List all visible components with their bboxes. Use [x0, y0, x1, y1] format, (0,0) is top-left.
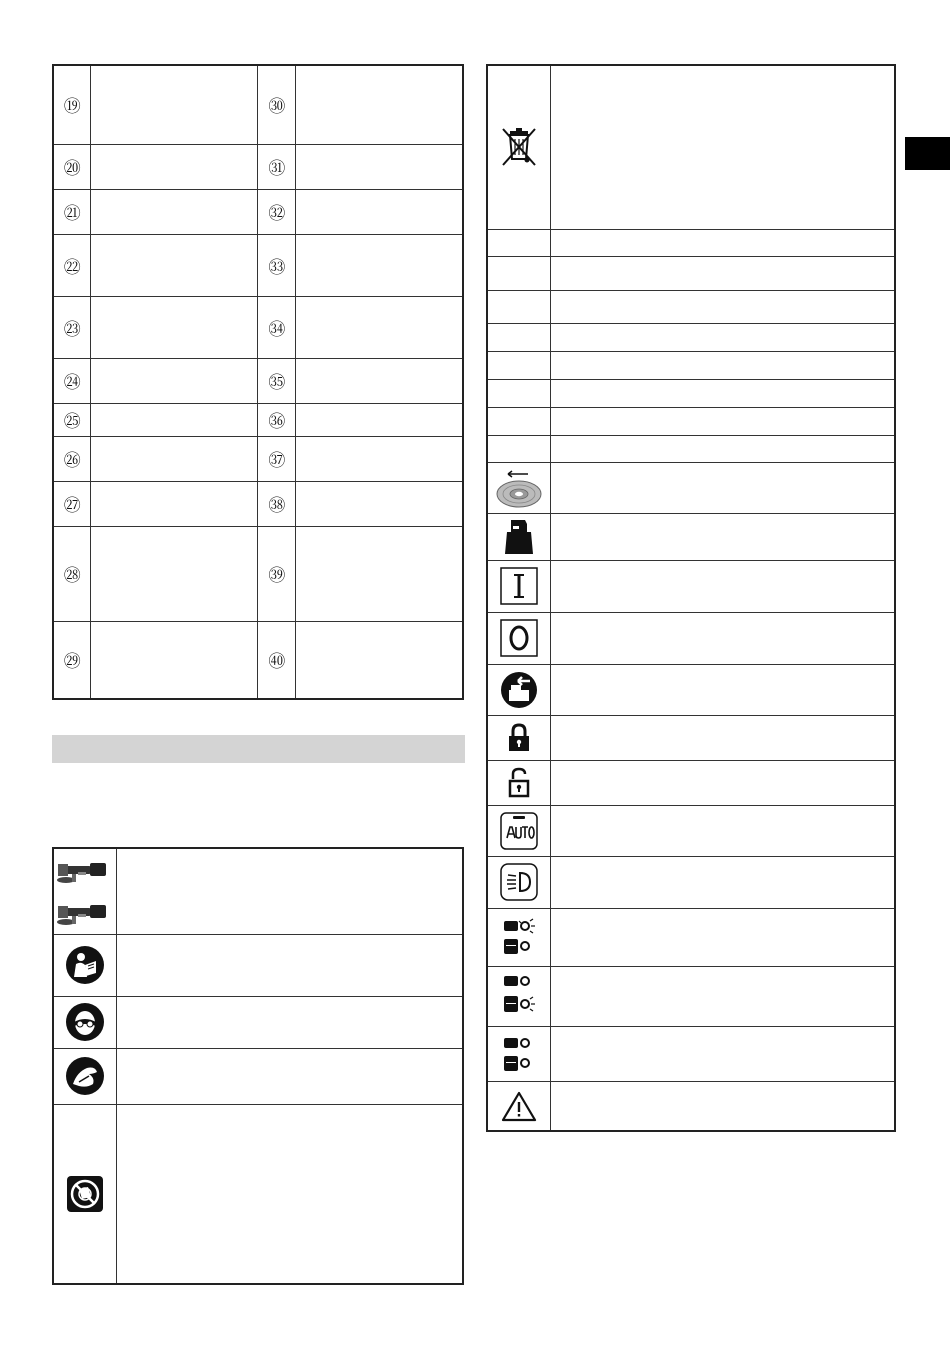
part-description: [91, 481, 258, 526]
table-row: [487, 513, 895, 560]
part-number: ㉑: [53, 189, 91, 234]
table-row: [487, 612, 895, 664]
symbol-description: [551, 560, 895, 612]
wear-gloves-icon: [53, 1048, 117, 1104]
symbol-description: [551, 856, 895, 908]
part-description: [91, 65, 258, 144]
table-row: [487, 715, 895, 760]
no-paper-disc-icon: [53, 1104, 117, 1284]
part-number: ㊳: [258, 481, 296, 526]
table-row: [487, 560, 895, 612]
battery-removal-icon: [487, 664, 551, 715]
angle-grinder-icon: [53, 848, 117, 934]
part-description: [296, 144, 463, 189]
part-description: [91, 526, 258, 621]
table-row: [487, 1026, 895, 1081]
table-row: [53, 934, 463, 996]
symbol-description: [551, 290, 895, 323]
symbol-description: [551, 323, 895, 351]
table-row: [53, 848, 463, 934]
table-row: [53, 621, 463, 699]
symbol-description: [117, 996, 463, 1048]
light-blink-indicator-icon: [487, 966, 551, 1026]
symbol-description: [117, 1048, 463, 1104]
rotation-direction-disc-icon: [487, 462, 551, 513]
symbol-cell: [487, 379, 551, 407]
table-row: [487, 351, 895, 379]
warning-triangle-icon: [487, 1081, 551, 1131]
table-row: [53, 234, 463, 296]
table-row: [487, 664, 895, 715]
part-description: [296, 234, 463, 296]
part-number: ⑲: [53, 65, 91, 144]
symbol-description: [117, 848, 463, 934]
part-description: [296, 189, 463, 234]
part-number: ㉙: [53, 621, 91, 699]
symbol-description: [551, 462, 895, 513]
part-number: ㊱: [258, 403, 296, 436]
table-row: [487, 256, 895, 290]
symbol-description: [551, 908, 895, 966]
part-description: [296, 621, 463, 699]
table-row: [487, 435, 895, 462]
table-row: [487, 805, 895, 856]
part-description: [296, 358, 463, 403]
part-number: ㉔: [53, 358, 91, 403]
table-row: [53, 1104, 463, 1284]
part-number: ㉗: [53, 481, 91, 526]
switch-on-icon: [487, 560, 551, 612]
wear-eye-protection-icon: [53, 996, 117, 1048]
part-number: ㉛: [258, 144, 296, 189]
table-row: [53, 189, 463, 234]
symbol-description: [551, 1081, 895, 1131]
symbol-description: [551, 966, 895, 1026]
part-number: ㊲: [258, 436, 296, 481]
symbol-description: [551, 1026, 895, 1081]
table-row: [53, 526, 463, 621]
symbol-description: [551, 229, 895, 256]
read-manual-icon: [53, 934, 117, 996]
table-row: [53, 1048, 463, 1104]
part-description: [91, 234, 258, 296]
symbol-cell: [487, 323, 551, 351]
part-number: ㉓: [53, 296, 91, 358]
part-description: [296, 436, 463, 481]
part-number: ㉟: [258, 358, 296, 403]
part-number: ㉝: [258, 234, 296, 296]
table-row: [487, 760, 895, 805]
symbol-cell: [487, 290, 551, 323]
part-description: [91, 144, 258, 189]
symbol-description: [551, 351, 895, 379]
part-number: ㉕: [53, 403, 91, 436]
switch-off-icon: [487, 612, 551, 664]
part-description: [91, 296, 258, 358]
table-row: [487, 290, 895, 323]
lock-icon: [487, 715, 551, 760]
part-number: ㉖: [53, 436, 91, 481]
table-row: [487, 379, 895, 407]
symbol-cell: [487, 229, 551, 256]
part-description: [296, 526, 463, 621]
part-description: [91, 403, 258, 436]
part-number: ㉜: [258, 189, 296, 234]
symbol-description: [117, 1104, 463, 1284]
part-description: [91, 189, 258, 234]
symbol-description: [551, 805, 895, 856]
symbol-description: [551, 715, 895, 760]
table-row: [487, 1081, 895, 1131]
part-description: [296, 65, 463, 144]
part-number: ㉘: [53, 526, 91, 621]
part-number: ㊴: [258, 526, 296, 621]
table-row: [487, 856, 895, 908]
symbol-cell: [487, 407, 551, 435]
symbols-table-left: [52, 847, 464, 1285]
auto-mode-icon: [487, 805, 551, 856]
symbol-description: [551, 612, 895, 664]
symbol-description: [551, 65, 895, 229]
part-number: ㉞: [258, 296, 296, 358]
symbols-table-right: [486, 64, 896, 1132]
light-on-indicator-icon: [487, 908, 551, 966]
part-description: [91, 621, 258, 699]
parts-number-table: [52, 64, 464, 700]
symbol-description: [551, 760, 895, 805]
table-row: [487, 908, 895, 966]
part-description: [91, 436, 258, 481]
unlock-icon: [487, 760, 551, 805]
symbol-description: [551, 435, 895, 462]
part-number: ㉒: [53, 234, 91, 296]
symbol-description: [551, 407, 895, 435]
part-description: [296, 481, 463, 526]
symbol-description: [117, 934, 463, 996]
symbol-description: [551, 379, 895, 407]
language-tab: [905, 137, 950, 170]
table-row: [487, 462, 895, 513]
table-row: [53, 996, 463, 1048]
part-description: [296, 403, 463, 436]
crossed-out-wheeled-bin-icon: [487, 65, 551, 229]
symbol-cell: [487, 256, 551, 290]
part-number: ㉚: [258, 65, 296, 144]
symbol-description: [551, 256, 895, 290]
part-description: [91, 358, 258, 403]
table-row: [53, 436, 463, 481]
table-row: [487, 65, 895, 229]
part-number: ㊵: [258, 621, 296, 699]
symbol-description: [551, 513, 895, 560]
table-row: [53, 65, 463, 144]
light-off-indicator-icon: [487, 1026, 551, 1081]
table-row: [487, 323, 895, 351]
symbol-description: [551, 664, 895, 715]
section-heading-bar: [52, 735, 465, 763]
table-row: [53, 144, 463, 189]
part-description: [296, 296, 463, 358]
part-number: ⑳: [53, 144, 91, 189]
symbol-cell: [487, 435, 551, 462]
table-row: [53, 403, 463, 436]
table-row: [53, 296, 463, 358]
table-row: [53, 358, 463, 403]
light-icon: [487, 856, 551, 908]
table-row: [53, 481, 463, 526]
battery-icon: [487, 513, 551, 560]
symbol-cell: [487, 351, 551, 379]
table-row: [487, 966, 895, 1026]
table-row: [487, 229, 895, 256]
table-row: [487, 407, 895, 435]
